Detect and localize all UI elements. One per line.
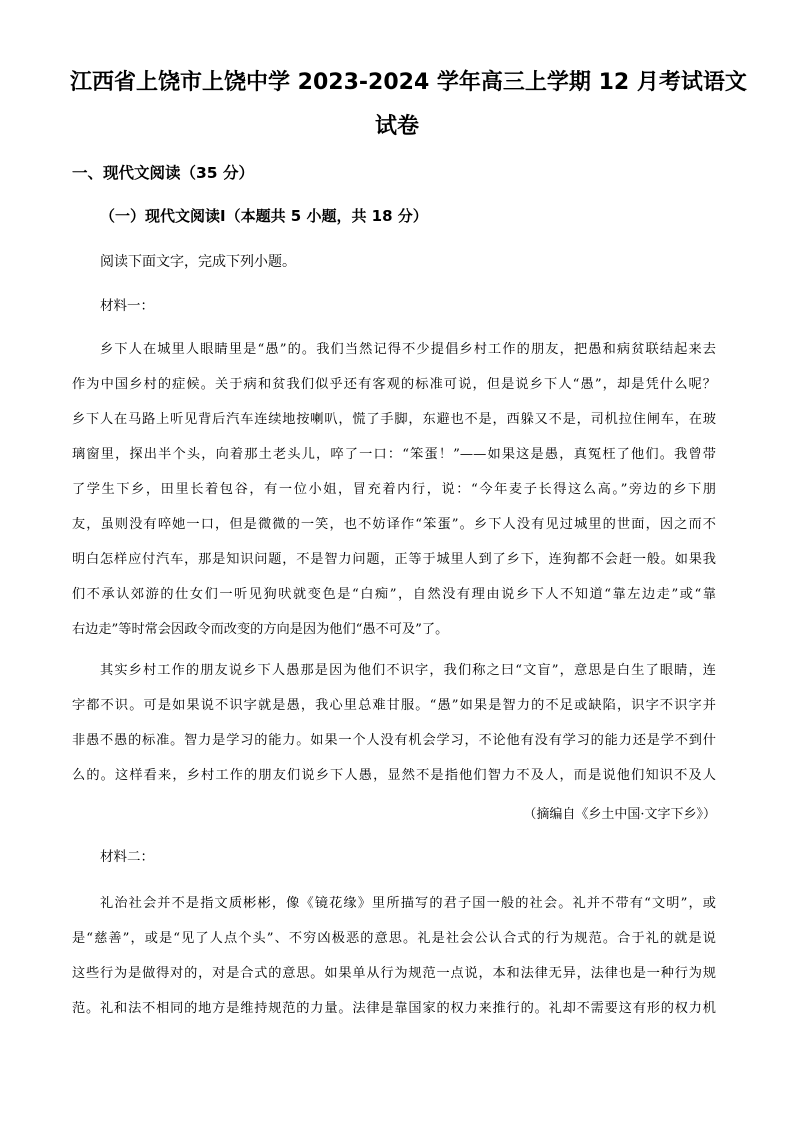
instruction-text: 阅读下面文字，完成下列小题。 [100,254,296,270]
material-2-line: 是“慈善”，或是“见了人点个头”、不穷凶极恶的意思。礼是社会公认合式的行为规范。合于礼的就是说 [72,931,716,946]
material-1-source: （摘编自《乡土中国·文字下乡》） [523,807,716,822]
material-2-line: 这些行为是做得对的，对是合式的意思。如果单从行为规范一点说，本和法律无异，法律也是一种行为规 [72,966,716,981]
material-1-line: 了学生下乡，田里长着包谷，有一位小姐，冒充着内行，说：“今年麦子长得这么高。”旁边的乡下朋 [72,482,716,497]
material-1-line: 璃窗里，探出半个头，向着那土老头儿，啐了一口：“笨蛋！”——如果这是愚，真冤枉了他们。我曾带 [72,447,716,462]
material-1-line: 们不承认郊游的仕女们一听见狗吠就变色是“白痴”，自然没有理由说乡下人不知道“靠左边走”或“靠 [72,587,716,602]
material-2-label: 材料二： [100,849,154,865]
material-2-line: 范。礼和法不相同的地方是维持规范的力量。法律是靠国家的权力来推行的。礼却不需要这有形的权力机 [72,1001,716,1016]
material-1-line: 作为中国乡村的症候。关于病和贫我们似乎还有客观的标准可说，但是说乡下人“愚”，却是凭什么呢？ [72,377,716,392]
material-1-line: 友，虽则没有啐她一口，但是微微的一笑，也不妨译作“笨蛋”。乡下人没有见过城里的世面，因之而不 [72,517,716,532]
material-1-line: 明白怎样应付汽车，那是知识问题，不是智力问题，正等于城里人到了乡下，连狗都不会赶一般。如果我 [72,552,716,567]
material-1-line: 字都不识。可是如果说不识字就是愚，我心里总难甘服。“愚”如果是智力的不足或缺陷，识字不识字并 [72,698,716,713]
material-1-label: 材料一： [100,298,154,314]
material-1-line: 非愚不愚的标准。智力是学习的能力。如果一个人没有机会学习，不论他有没有学习的能力还是学不到什 [72,733,716,748]
document-title-line-2: 试卷 [374,114,419,139]
material-2-line: 礼治社会并不是指文质彬彬，像《镜花缘》里所描写的君子国一般的社会。礼并不带有“文明”，或 [100,896,716,911]
material-1-line: 么的。这样看来，乡村工作的朋友们说乡下人愚，显然不是指他们智力不及人，而是说他们知识不及人 [72,768,716,783]
material-1-line: 乡下人在马路上听见背后汽车连续地按喇叭，慌了手脚，东避也不是，西躲又不是，司机拉住闸车，在玻 [72,412,716,427]
material-1-line: 乡下人在城里人眼睛里是“愚”的。我们当然记得不少提倡乡村工作的朋友，把愚和病贫联结起来去 [100,342,716,357]
material-1-line: 右边走”等时常会因政令而改变的方向是因为他们“愚不可及”了。 [72,622,449,637]
document-title-line-1: 江西省上饶市上饶中学 2023-2024 学年高三上学期 12 月考试语文 [70,70,747,95]
material-1-line: 其实乡村工作的朋友说乡下人愚那是因为他们不识字，我们称之曰“文盲”，意思是白生了眼睛，连 [100,663,716,678]
sub-heading: （一）现代文阅读Ⅰ（本题共 5 小题，共 18 分） [100,207,428,225]
section-heading: 一、现代文阅读（35 分） [72,164,254,182]
